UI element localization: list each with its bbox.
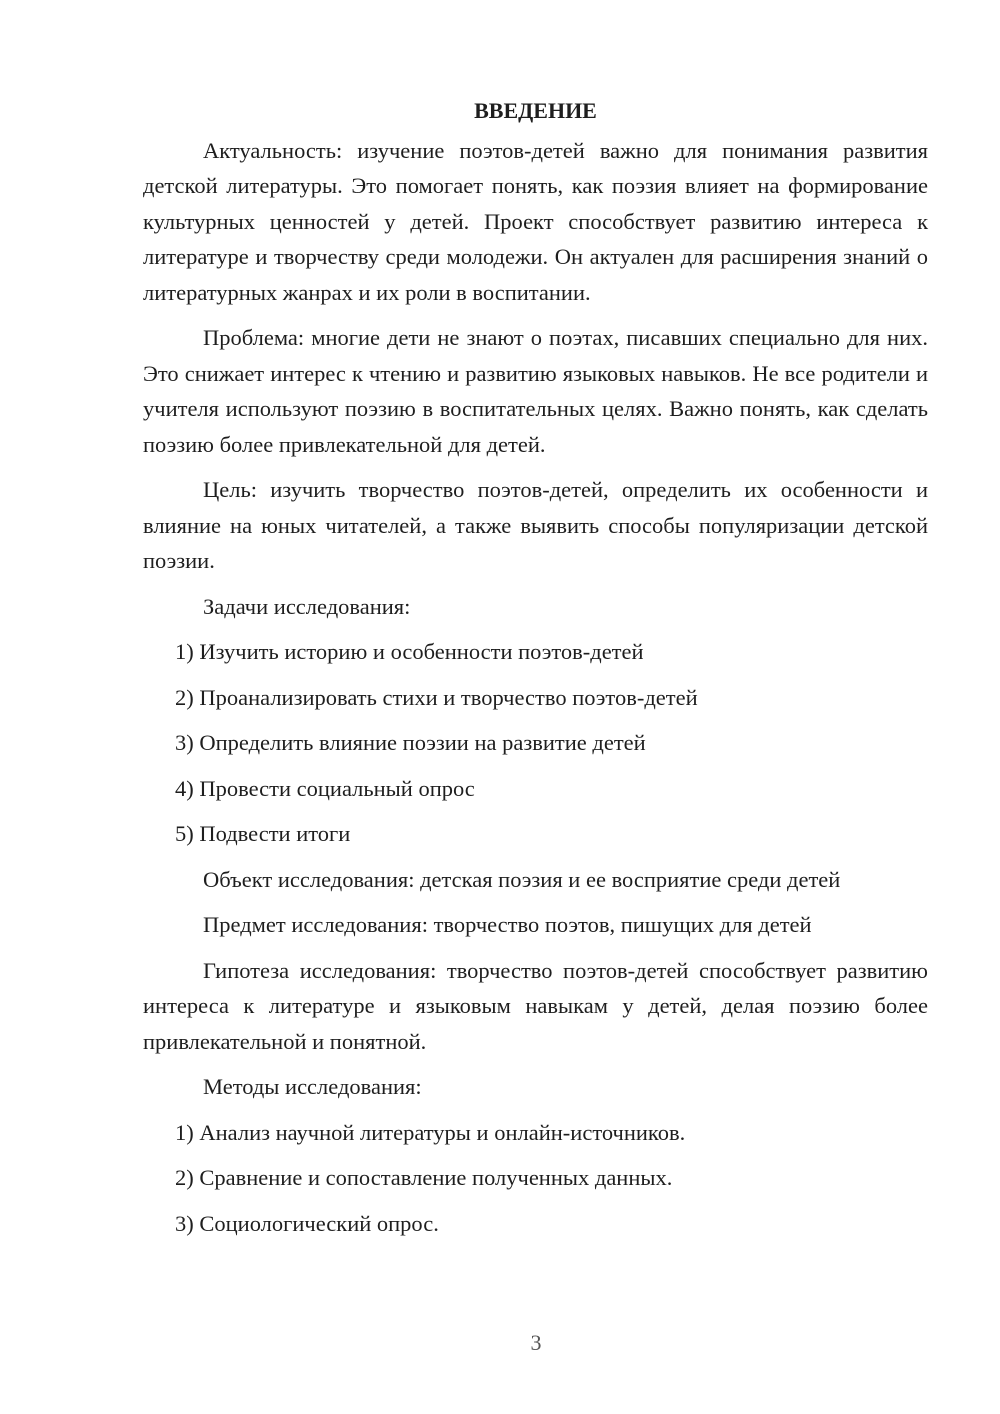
subject-line: Предмет исследования: творчество поэтов, пишущих для детей <box>203 912 812 937</box>
list-item: 2) Проанализировать стихи и творчество поэтов-детей <box>175 684 698 710</box>
relevance-paragraph: Актуальность: изучение поэтов-детей важно для понимания развития детской литературы. Это помогает понять, как поэзия влияет на формирование культурных ценностей у детей. Проект способствует развитию интереса к литературе и творчеству среди молодежи. Он актуален для расширения знаний о литературных жанрах и их роли в воспитании. <box>143 137 928 305</box>
list-item: 2) Сравнение и сопоставление полученных данных. <box>175 1165 673 1190</box>
list-item: 3) Определить влияние поэзии на развитие детей <box>175 730 646 755</box>
methods-list <box>143 1115 928 1242</box>
page-content <box>143 93 928 1251</box>
list-item: 1) Анализ научной литературы и онлайн-источников. <box>175 1119 686 1145</box>
methods-heading: Методы исследования: <box>203 1074 422 1099</box>
object-line: Объект исследования: детская поэзия и ее восприятие среди детей <box>203 866 841 892</box>
problem-paragraph: Проблема: многие дети не знают о поэтах, писавших специально для них. Это снижает интерес к чтению и развитию языковых навыков. Не все родители и учителя используют поэзию в воспитательных целях. Важно понять, как сделать поэзию более привлекательной для детей. <box>143 325 928 457</box>
goal-paragraph: Цель: изучить творчество поэтов-детей, определить их особенности и влияние на юных читателей, а также выявить способы популяризации детской поэзии. <box>143 477 928 573</box>
list-item: 3) Социологический опрос. <box>175 1210 439 1236</box>
list-item: 1) Изучить историю и особенности поэтов-детей <box>175 639 644 664</box>
tasks-list <box>143 634 928 852</box>
tasks-heading: Задачи исследования: <box>203 593 411 619</box>
section-title: ВВЕДЕНИЕ <box>474 98 597 123</box>
list-item: 5) Подвести итоги <box>175 821 351 846</box>
page-number: 3 <box>530 1330 542 1355</box>
hypothesis-paragraph: Гипотеза исследования: творчество поэтов-детей способствует развитию интереса к литературе и языковым навыкам у детей, делая поэзию более привлекательной и понятной. <box>143 957 928 1054</box>
list-item: 4) Провести социальный опрос <box>175 775 475 801</box>
